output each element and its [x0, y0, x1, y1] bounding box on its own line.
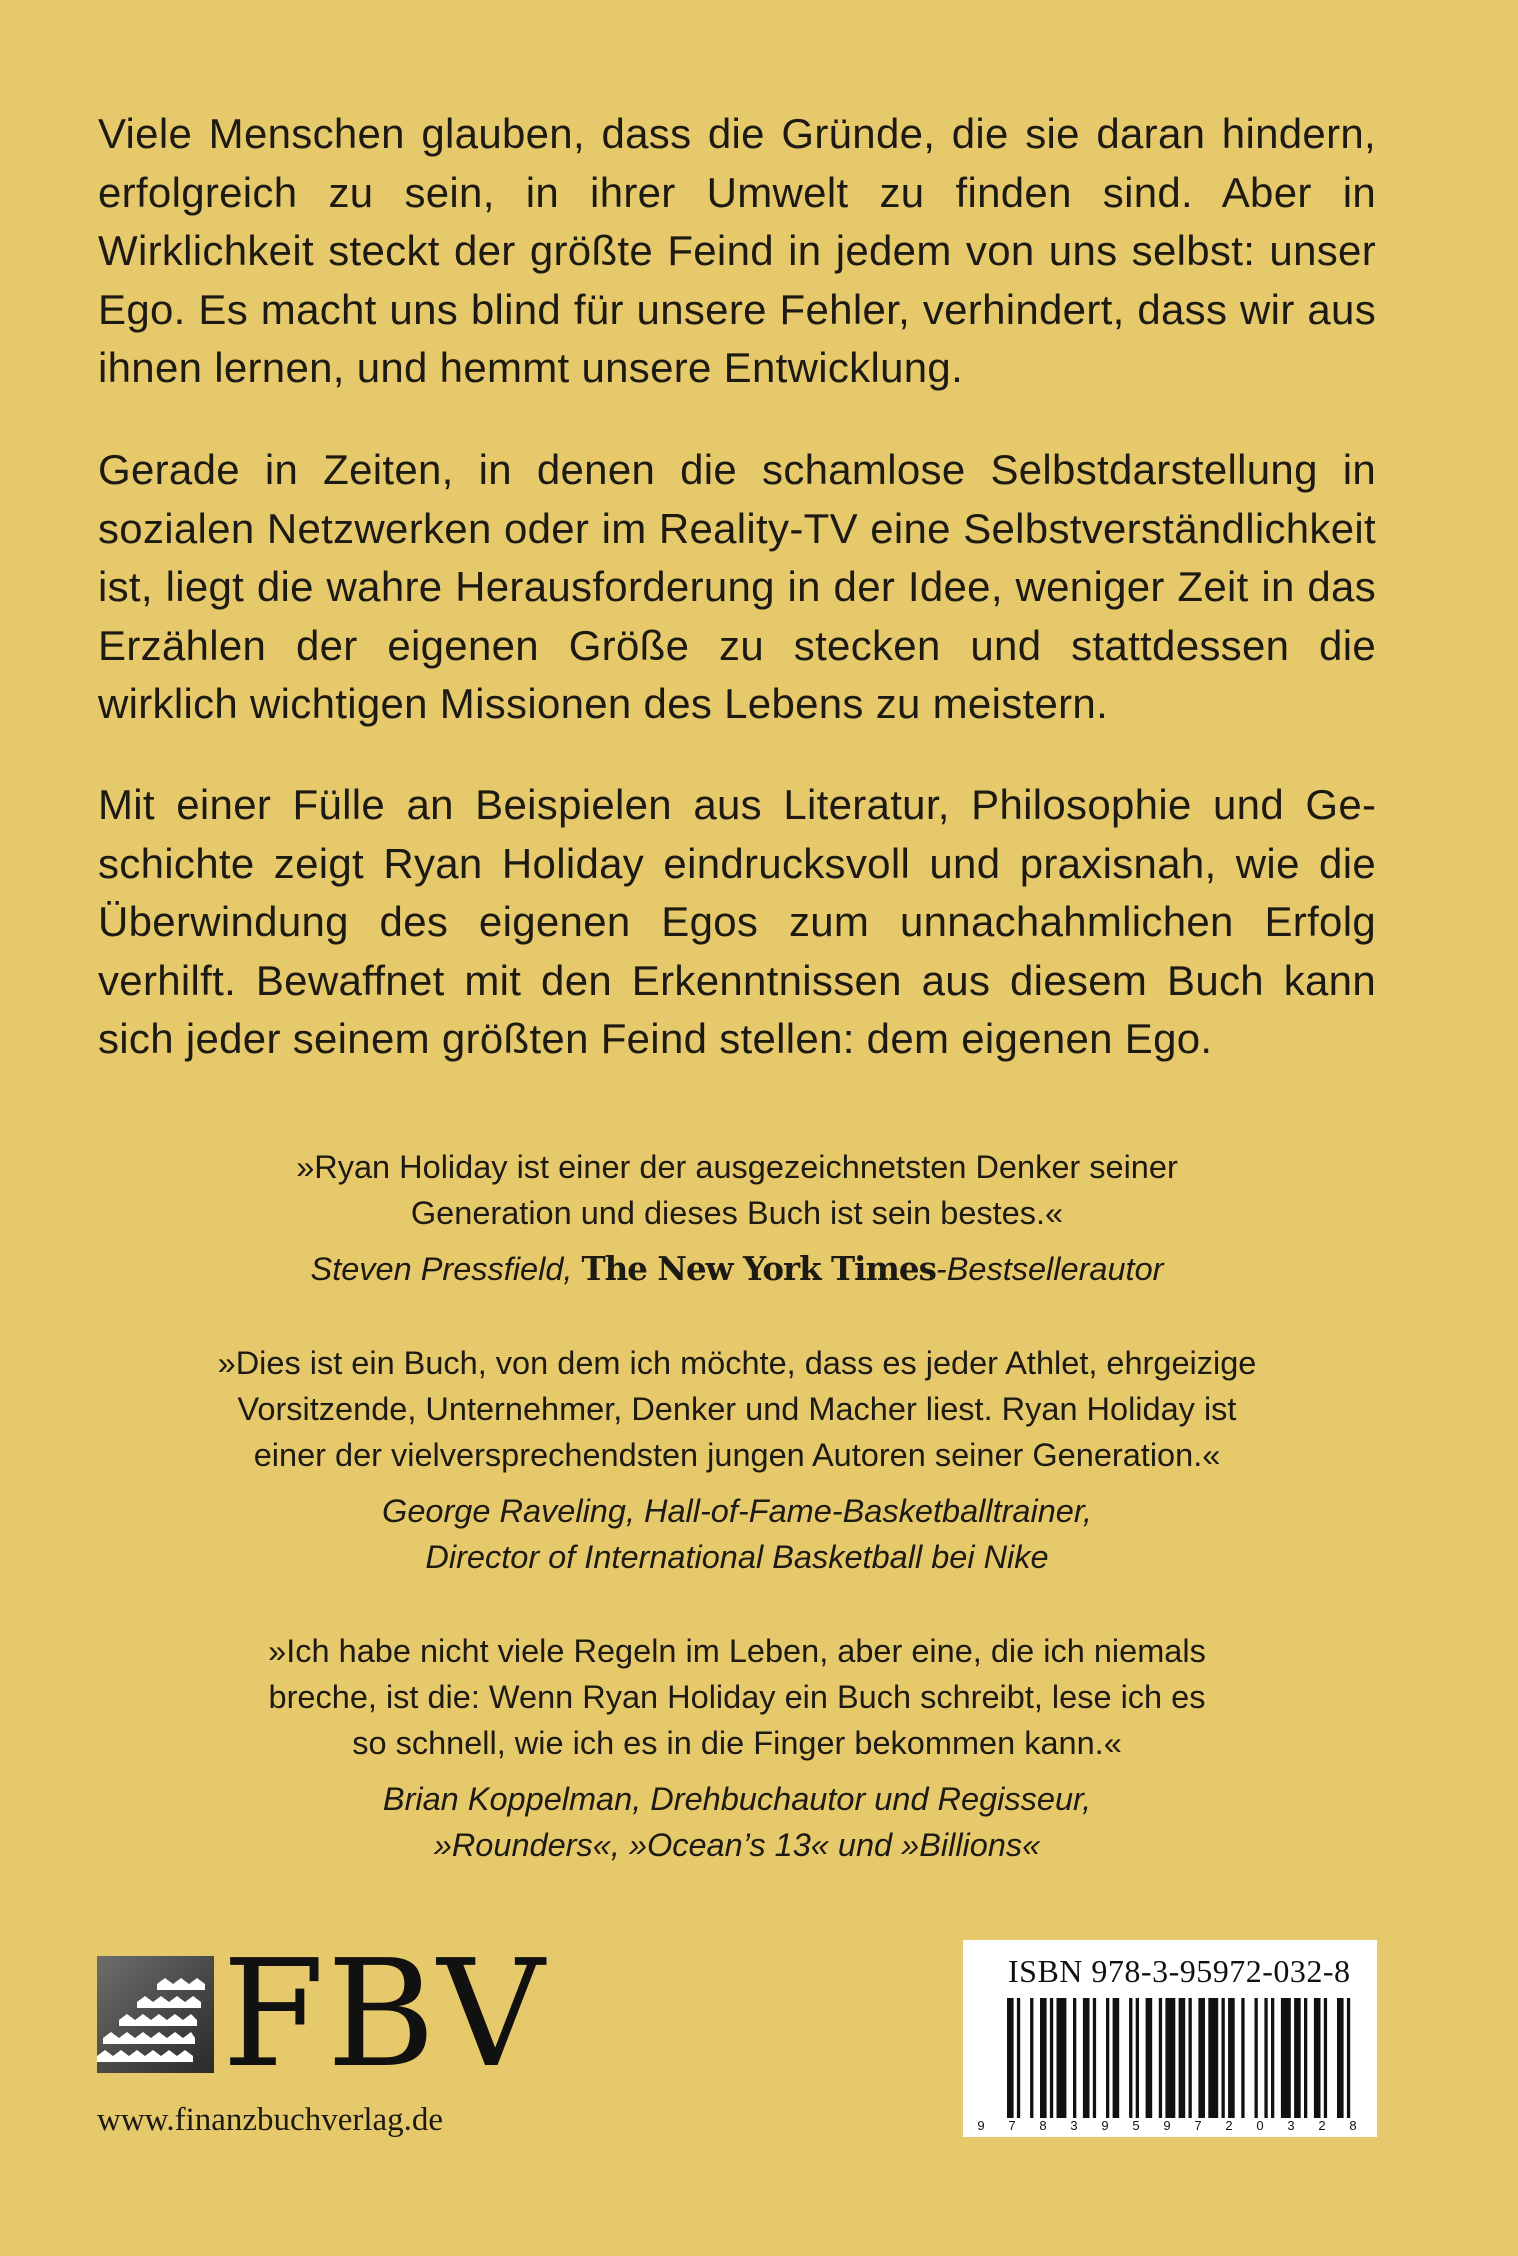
- barcode-bar: [1198, 1998, 1205, 2118]
- barcode-bar: [1324, 1998, 1327, 2118]
- barcode-bar: [1093, 1998, 1096, 2118]
- description-paragraph-1: Viele Menschen glauben, dass die Gründe, die sie daran hindern, erfolgreich zu sein, in ihrer Umwelt zu finden sind. Aber in Wirklichkeit steckt der größte Feind in jedem von uns selbst: unser Ego. Es macht uns blind für unsere Fehler, verhindert, dass wir aus ihnen lernen, und hemmt unsere Entwicklung.: [98, 110, 1376, 391]
- barcode-bar: [1347, 1998, 1350, 2118]
- barcode-digit: 0: [1256, 2118, 1264, 2133]
- description-paragraph-3: Mit einer Fülle an Beispielen aus Literatur, Philosophie und Geschichte zeigt Ryan Holiday eindrucksvoll und praxisnah, wie die Überwindung des eigenen Egos zum unnachahmlichen Erfolg verhilft. Bewaffnet mit den Erkenntnissen aus diesem Buch kann sich jeder seinem größten Feind stellen: dem eigenen Ego.: [98, 781, 1376, 1062]
- barcode-bar: [1189, 1998, 1192, 2118]
- barcode-bar: [1007, 1998, 1014, 2118]
- testimonial-3: [98, 1628, 1376, 1868]
- barcode-bar: [1304, 1998, 1307, 2118]
- barcode-digit: 8: [1349, 2118, 1357, 2133]
- barcode-bar: [1129, 1998, 1132, 2118]
- testimonial-2: [98, 1340, 1376, 1580]
- barcode-bar: [1222, 1998, 1225, 2118]
- barcode-digit: 9: [1163, 2118, 1171, 2133]
- barcode-bar: [1264, 1998, 1267, 2118]
- barcode-bar: [1106, 1998, 1109, 2118]
- description-paragraph-2: Gerade in Zeiten, in denen die schamlose Selbstdarstellung in sozialen Netzwerken oder im Reality-TV eine Selbstverständlichkeit ist, liegt die wahre Herausforderung in der Idee, weniger Zeit in das Erzählen der eigenen Größe zu stecken und stattdessen die wirklich wichtigen Missionen des Lebens zu meistern.: [98, 446, 1376, 727]
- isbn-label: ISBN 978-3-95972-032-8: [1008, 1953, 1351, 1989]
- barcode-bar: [1228, 1998, 1235, 2118]
- barcode-bar: [1241, 1998, 1244, 2118]
- barcode-bar: [1040, 1998, 1047, 2118]
- barcode-bar: [1159, 1998, 1162, 2118]
- barcode-digit: 3: [1070, 2118, 1078, 2133]
- isbn-barcode: [963, 1940, 1377, 2137]
- testimonial-attribution: Brian Koppelman, Drehbuchautor und Regisseur, »Rounders«, »Ocean’s 13« und »Billions«: [382, 1781, 1092, 1863]
- barcode-bar: [1165, 1998, 1175, 2118]
- barcode-bar: [1314, 1998, 1321, 2118]
- barcode-bar: [1255, 1998, 1258, 2118]
- barcode-digit: 8: [1039, 2118, 1047, 2133]
- publisher-logo-text: FBV: [222, 1928, 547, 2100]
- attribution-author: Steven Pressfield,: [310, 1251, 582, 1287]
- barcode-bar: [1017, 1998, 1020, 2118]
- barcode-digit: 2: [1225, 2118, 1233, 2133]
- testimonial-attribution: [98, 1246, 1376, 1292]
- barcode-bar: [1337, 1998, 1344, 2118]
- attribution-suffix: -Bestsellerautor: [935, 1251, 1164, 1287]
- barcode-bar: [1294, 1998, 1301, 2118]
- barcode-bar: [1030, 1998, 1033, 2118]
- barcode-digit: 3: [1287, 2118, 1295, 2133]
- barcode-digit: 2: [1318, 2118, 1326, 2133]
- barcode-bar: [1136, 1998, 1139, 2118]
- publisher-url: www.finanzbuchverlag.de: [97, 2102, 444, 2138]
- barcode-bar: [1271, 1998, 1274, 2118]
- barcode-bar: [1057, 1998, 1067, 2118]
- publisher-logo-icon: [97, 1956, 214, 2073]
- barcode-bar: [1113, 1998, 1120, 2118]
- barcode-bar: [1050, 1998, 1053, 2118]
- barcode-digit: 5: [1132, 2118, 1140, 2133]
- testimonial-quote: »Dies ist ein Buch, von dem ich möchte, dass es jeder Athlet, ehrgeizige Vorsitzende, Unternehmer, Denker und Macher liest. Ryan Holiday ist einer der vielversprechendsten jungen Autoren seiner Generation.«: [217, 1345, 1257, 1473]
- barcode-bar: [1281, 1998, 1291, 2118]
- testimonial-1: [98, 1144, 1376, 1292]
- barcode-bar: [1208, 1998, 1218, 2118]
- barcode-digit: 7: [1008, 2118, 1016, 2133]
- nyt-logo: The New York Times: [581, 1249, 936, 1288]
- barcode-bar: [1073, 1998, 1076, 2118]
- testimonial-quote: »Ich habe nicht viele Regeln im Leben, aber eine, die ich niemals breche, ist die: Wenn Ryan Holiday ein Buch schreibt, lese ich es so schnell, wie ich es in die Finger bekommen kann.«: [268, 1633, 1206, 1761]
- testimonial-quote: »Ryan Holiday ist einer der ausgezeichnetsten Denker seiner Generation und dieses Buch ist sein bestes.«: [296, 1149, 1178, 1231]
- barcode-bar: [1083, 1998, 1090, 2118]
- barcode-digit: 7: [1194, 2118, 1202, 2133]
- testimonial-attribution: George Raveling, Hall-of-Fame-Basketballtrainer, Director of International Basketball bei Nike: [382, 1493, 1092, 1575]
- barcode-icon: [963, 1940, 1377, 2137]
- barcode-digit: 9: [977, 2118, 985, 2133]
- barcode-bar: [1146, 1998, 1153, 2118]
- barcode-digit: 9: [1101, 2118, 1109, 2133]
- barcode-bar: [1179, 1998, 1186, 2118]
